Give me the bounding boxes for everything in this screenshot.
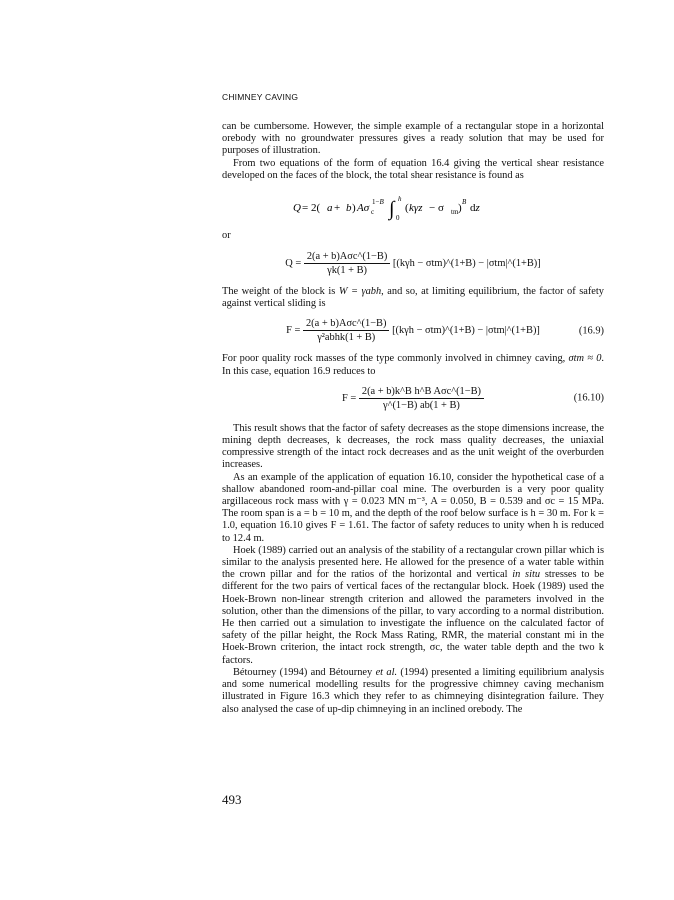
paragraph-8-b: (1994) presented a limiting equilibrium analysis and some numerical modelling results for the progressive chimney caving mechanism illustrated in Figure 16.3 which they refer to as chimneying disintegration failure. They also analysed the case of up-dip chimneying in an inclined orebody. The [222,666,605,715]
et-al-italic: et al. [375,666,398,678]
paragraph-3-a: The weight of the block is [222,286,339,298]
eq2-lhs: Q = [285,257,302,269]
eq3-lhs: F = [286,325,301,337]
eq3-numerator: 2(a + b)Aσc^(1−B) [303,318,389,331]
svg-text:= 2(: = 2( [302,202,321,215]
eq4-fraction [359,386,484,411]
paragraph-4-a: For poor quality rock masses of the type commonly involved in chimney caving, [222,353,569,365]
svg-text:b: b [346,202,352,215]
paragraph-5: This result shows that the factor of safety decreases as the stope dimensions increase, the mining depth decreases, k decreases, the rock mass quality decreases, the uniaxial compressive strength of the intact rock decreases and as the unit weight of the overburden increases. [222,422,604,471]
svg-text:0: 0 [396,214,400,223]
equation-16-10 [222,386,604,411]
svg-text:− σ: − σ [429,202,444,215]
equation-shear-resistance-closed [222,251,604,276]
paragraph-8 [222,667,604,716]
svg-text:c: c [371,208,375,217]
svg-text:kγz: kγz [409,202,423,215]
weight-expression: W = γabh [338,286,382,298]
equation-number-16-9: (16.9) [578,325,604,337]
svg-text:(: ( [405,202,409,215]
eq2-fraction [304,251,390,276]
equation-shear-resistance-integral [222,192,604,222]
eq4-numerator: 2(a + b)k^B h^B Aσc^(1−B) [359,386,484,399]
svg-text:1−B: 1−B [372,198,384,207]
eq3-bracket: [(kγh − σtm)^(1+B) − |σtm|^(1+B)] [392,325,540,337]
eq2-denominator: γk(1 + B) [327,265,368,277]
eq4-lhs: F = [342,392,357,404]
page-number: 493 [222,792,242,807]
paragraph-3-b: , and so, at limiting equilibrium, the factor of safety against vertical sliding is [222,286,604,310]
equation-number-16-10: (16.10) [573,392,604,404]
sigma-tm-approx: σtm ≈ 0 [568,353,602,365]
paragraph-8-a: Bétourney (1994) and Bétourney [233,666,376,678]
eq4-denominator: γ^(1−B) ab(1 + B) [382,399,460,411]
svg-text:): ) [458,202,462,215]
running-head: CHIMNEY CAVING [222,92,299,102]
paragraph-3 [222,286,604,310]
svg-text:h: h [398,195,402,204]
in-situ-italic: in situ [512,569,541,581]
eq3-denominator: γ²abhk(1 + B) [317,332,376,344]
paragraph-7-a: Hoek (1989) carried out an analysis of the stability of a rectangular crown pillar which is similar to the analysis presented here. He allowed for the presence of a water table within the crown pillar and for the ratios of the horizontal and vertical [222,544,604,581]
paragraph-4 [222,353,604,377]
svg-text:Q: Q [293,202,301,215]
eq3-fraction [303,318,389,343]
paragraph-7 [222,545,604,667]
paragraph-7-b: stresses to be different for the two pairs of vertical faces of the rectangular block. Hoek (1989) used the Hoek-Brown non-linear strength criterion and allowed the parameters involved in the solution, other than the dimensions of the pillar, to vary according to a normal distribution. He then carried out a simulation to investigate the influence on the calculated factor of safety of the pillar height, the Rock Mass Rating, RMR, the material constant mi in the Hoek-Brown criterion, the intact rock strength, σc, the water table depth and the two k factors. [222,569,604,666]
equation-integral-svg [293,192,533,222]
page-body [222,92,604,716]
svg-text:dz: dz [470,202,480,215]
svg-text:+: + [334,202,341,215]
svg-text:tm: tm [451,208,459,217]
equation-16-9 [222,318,604,343]
paragraph-2: From two equations of the form of equation 16.4 giving the vertical shear resistance developed on the faces of the block, the total shear resistance is found as [222,157,604,181]
svg-text:): ) [352,202,356,215]
paragraph-4-b: . In this case, equation 16.9 reduces to [222,353,604,377]
eq2-numerator: 2(a + b)Aσc^(1−B) [304,251,390,264]
svg-text:∫: ∫ [389,198,395,221]
svg-text:Aσ: Aσ [357,202,370,215]
eq2-bracket: [(kγh − σtm)^(1+B) − |σtm|^(1+B)] [392,257,541,269]
word-or: or [222,230,231,242]
svg-text:a: a [327,202,333,215]
paragraph-6: As an example of the application of equation 16.10, consider the hypothetical case of a shallow abandoned room-and-pillar coal mine. The overburden is a very poor quality argillaceous rock mass with γ = 0.023 MN m⁻³, A = 0.050, B = 0.539 and σc = 15 MPa. The room span is a = b = 10 m, and the depth of the roof below surface is h = 30 m. For k = 1.0, equation 16.10 gives F = 1.61. The factor of safety reduces to unity when h is reduced to 12.4 m. [222,471,604,544]
svg-text:B: B [462,198,467,207]
paragraph-1: can be cumbersome. However, the simple example of a rectangular stope in a horizontal orebody with no groundwater pressures gives a ready solution that may be used for purposes of illustration. [222,121,604,157]
